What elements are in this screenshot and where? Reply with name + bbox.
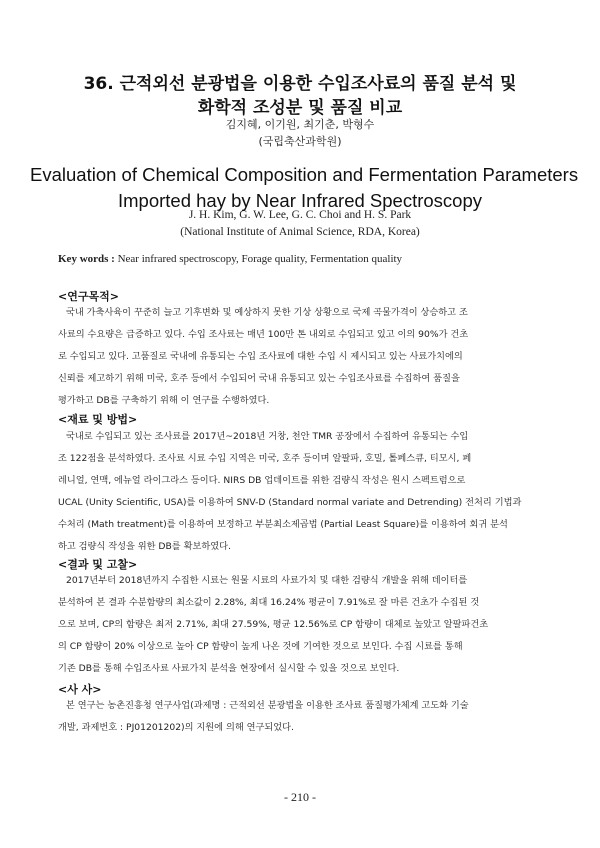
body-line: 조 122점을 분석하였다. 조사료 시료 수입 지역은 미국, 호주 등이며 알팔파, 호밀, 톨페스큐, 티모시, 페 [58, 453, 472, 464]
korean-title-line-1: 36. 근적외선 분광법을 이용한 수입조사료의 품질 분석 및 [83, 74, 517, 94]
section-heading-purpose: <연구목적> [58, 290, 119, 303]
body-line: 기존 DB를 통해 수입조사료 사료가치 분석을 현장에서 실시할 수 있을 것으로 보인다. [58, 663, 400, 674]
body-line: 하고 검량식 작성을 위한 DB를 확보하였다. [58, 541, 231, 552]
section-body-purpose [58, 302, 544, 412]
body-line: 사료의 수요량은 급증하고 있다. 수입 조사료는 매년 100만 톤 내외로 수입되고 있고 이의 90%가 건초 [58, 329, 469, 340]
page-number: - 210 - [284, 790, 316, 804]
english-title-line-1: Evaluation of Chemical Composition and Fermentation Parameters [30, 164, 579, 185]
body-line: 의 CP 함량이 20% 이상으로 높아 CP 함량이 높게 나온 것에 기여한 것으로 보인다. 수집 시료를 통해 [58, 641, 463, 652]
keywords-text: Near infrared spectroscopy, Forage quality, Fermentation quality [117, 253, 403, 265]
english-title-line-2: Imported hay by Near Infrared Spectroscopy [117, 190, 482, 211]
english-authors: J. H. Kim, G. W. Lee, G. C. Choi and H. S. Park [188, 209, 412, 221]
section-heading-results: <결과 및 고찰> [58, 558, 138, 571]
keywords [58, 251, 558, 267]
body-line: UCAL (Unity Scientific, USA)를 이용하여 SNV-D (Standard normal variate and Detrending) 전처리 기법과 [58, 497, 522, 508]
section-heading-methods: <재료 및 방법> [58, 413, 138, 426]
korean-title-line-2: 화학적 조성분 및 품질 비교 [197, 98, 403, 118]
body-line: 국내 가축사육이 꾸준히 늘고 기후변화 및 예상하지 못한 기상 상황으로 국제 곡물가격이 상승하고 조 [66, 307, 468, 318]
body-line: 신뢰를 제고하기 위해 미국, 호주 등에서 수입되어 국내 유통되고 있는 수입조사료를 수집하여 품질을 [58, 373, 460, 384]
body-line: 수처리 (Math treatment)를 이용하여 보정하고 부분최소제곱법 (Partial Least Square)를 이용하여 회귀 분석 [58, 519, 508, 530]
body-line: 으로 보며, CP의 함량은 최저 2.71%, 최대 27.59%, 평균 12.56%로 CP 함량이 대체로 높았고 알팔파건초 [58, 619, 489, 630]
korean-authors: 김지혜, 이기원, 최기춘, 박형수 [225, 118, 375, 131]
korean-title [40, 72, 560, 120]
korean-affiliation: (국립축산과학원) [258, 135, 342, 148]
section-heading-acknowledgment: <사 사> [58, 683, 102, 696]
section-body-results [58, 570, 544, 680]
body-line: 2017년부터 2018년까지 수집한 시료는 원물 시료의 사료가치 및 대한 검량식 개발을 위해 데이터를 [66, 575, 468, 586]
body-line: 로 수입되고 있다. 고품질로 국내에 유통되는 수입 조사료에 대한 수입 시 제시되고 있는 사료가치에의 [58, 351, 463, 362]
section-body-acknowledgment [58, 695, 544, 739]
keywords-label: Key words : [58, 253, 115, 265]
section-body-methods [58, 426, 544, 558]
english-affiliation: (National Institute of Animal Science, RDA, Korea) [180, 226, 420, 238]
body-line: 개발, 과제번호 : PJ01201202)의 지원에 의해 연구되었다. [58, 722, 294, 733]
body-line: 본 연구는 농촌진흥청 연구사업(과제명 : 근적외선 분광법을 이용한 조사료 품질평가체계 고도화 기술 [66, 700, 469, 711]
body-line: 평가하고 DB를 구축하기 위해 이 연구를 수행하였다. [58, 395, 270, 406]
body-line: 분석하여 본 결과 수분함량의 최소값이 2.28%, 최대 16.24% 평균이 7.91%로 잘 마른 건초가 수집된 것 [58, 597, 480, 608]
body-line: 국내로 수입되고 있는 조사료를 2017년~2018년 거창, 천안 TMR 공장에서 수집하여 유통되는 수입 [66, 431, 469, 442]
body-line: 레니얼, 연맥, 에뉴얼 라이그라스 등이다. NIRS DB 업데이트를 위한 검량식 작성은 원시 스펙트럼으로 [58, 475, 466, 486]
